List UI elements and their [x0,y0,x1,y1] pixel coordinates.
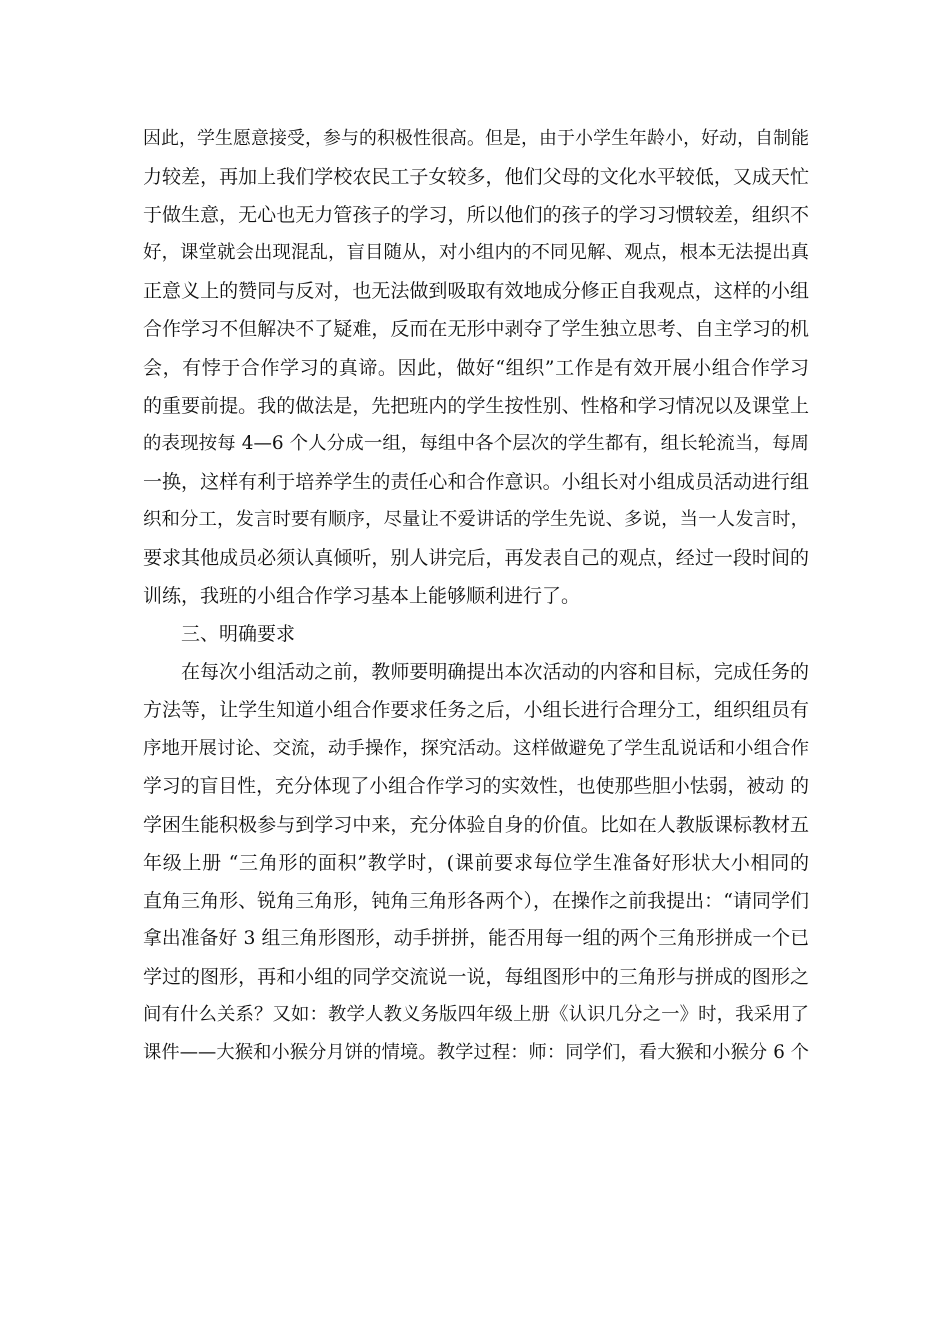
text-line: 训练，我班的小组合作学习基本上能够顺利进行了。 [143,585,581,608]
body-text [143,120,809,1072]
text-line: 在每次小组活动之前，教师要明确提出本次活动的内容和目标，完成任务的 [181,661,809,684]
text-line: 学习的盲目性，充分体现了小组合作学习的实效性，也使那些胆小怯弱，被动 的 [143,775,809,797]
paragraph [143,120,809,615]
text-line: 间有什么关系？又如：教学人教义务版四年级上册《认识几分之一》时，我采用了 [143,1004,809,1026]
text-line: 课件——大猴和小猴分月饼的情境。教学过程：师：同学们，看大猴和小猴分 6 个 [143,1042,809,1064]
text-line: 好，课堂就会出现混乱，盲目随从，对小组内的不同见解、观点，根本无法提出真 [143,242,809,264]
text-line: 力较差，再加上我们学校农民工子女较多，他们父母的文化水平较低，又成天忙 [143,166,809,189]
text-line: 因此，学生愿意接受，参与的积极性很高。但是，由于小学生年龄小，好动，自制能 [143,128,809,149]
text-line: 合作学习不但解决不了疑难，反而在无形中剥夺了学生独立思考、自主学习的机 [143,318,809,341]
text-line: 一换，这样有利于培养学生的责任心和合作意识。小组长对小组成员活动进行组 [143,470,809,493]
text-line: 学过的图形，再和小组的同学交流说一说，每组图形中的三角形与拼成的图形之 [143,966,809,989]
text-line: 直角三角形、锐角三角形，钝角三角形各两个），在操作之前我提出：“请同学们 [143,889,809,912]
text-line: 要求其他成员必须认真倾听，别人讲完后，再发表自己的观点，经过一段时间的 [143,547,809,570]
text-line: 拿出准备好 3 组三角形图形，动手拼拼，能否用每一组的两个三角形拼成一个已 [143,927,809,949]
text-line: 序地开展讨论、交流，动手操作，探究活动。这样做避免了学生乱说话和小组合作 [143,737,809,759]
text-line: 织和分工，发言时要有顺序，尽量让不爱讲话的学生先说、多说，当一人发言时， [143,508,809,530]
text-line: 正意义上的赞同与反对，也无法做到吸取有效地成分修正自我观点，这样的小组 [143,280,809,303]
section-heading: 三、明确要求 [181,623,296,646]
text-line: 的重要前提。我的做法是，先把班内的学生按性别、性格和学习情况以及课堂上 [143,394,809,417]
text-line: 年级上册 “三角形的面积”教学时，(课前要求每位学生准备好形状大小相同的 [143,851,809,874]
text-line: 方法等，让学生知道小组合作要求任务之后，小组长进行合理分工，组织组员有 [143,699,809,722]
text-line: 学困生能积极参与到学习中来，充分体验自身的价值。比如在人教版课标教材五 [143,813,809,836]
text-line: 于做生意，无心也无力管孩子的学习，所以他们的孩子的学习习惯较差，组织不 [143,204,809,227]
text-line: 会，有悖于合作学习的真谛。因此，做好“组织”工作是有效开展小组合作学习 [143,356,809,379]
text-line: 的表现按每 4—6 个人分成一组，每组中各个层次的学生都有，组长轮流当，每周 [143,432,809,454]
paragraph [143,653,809,1072]
